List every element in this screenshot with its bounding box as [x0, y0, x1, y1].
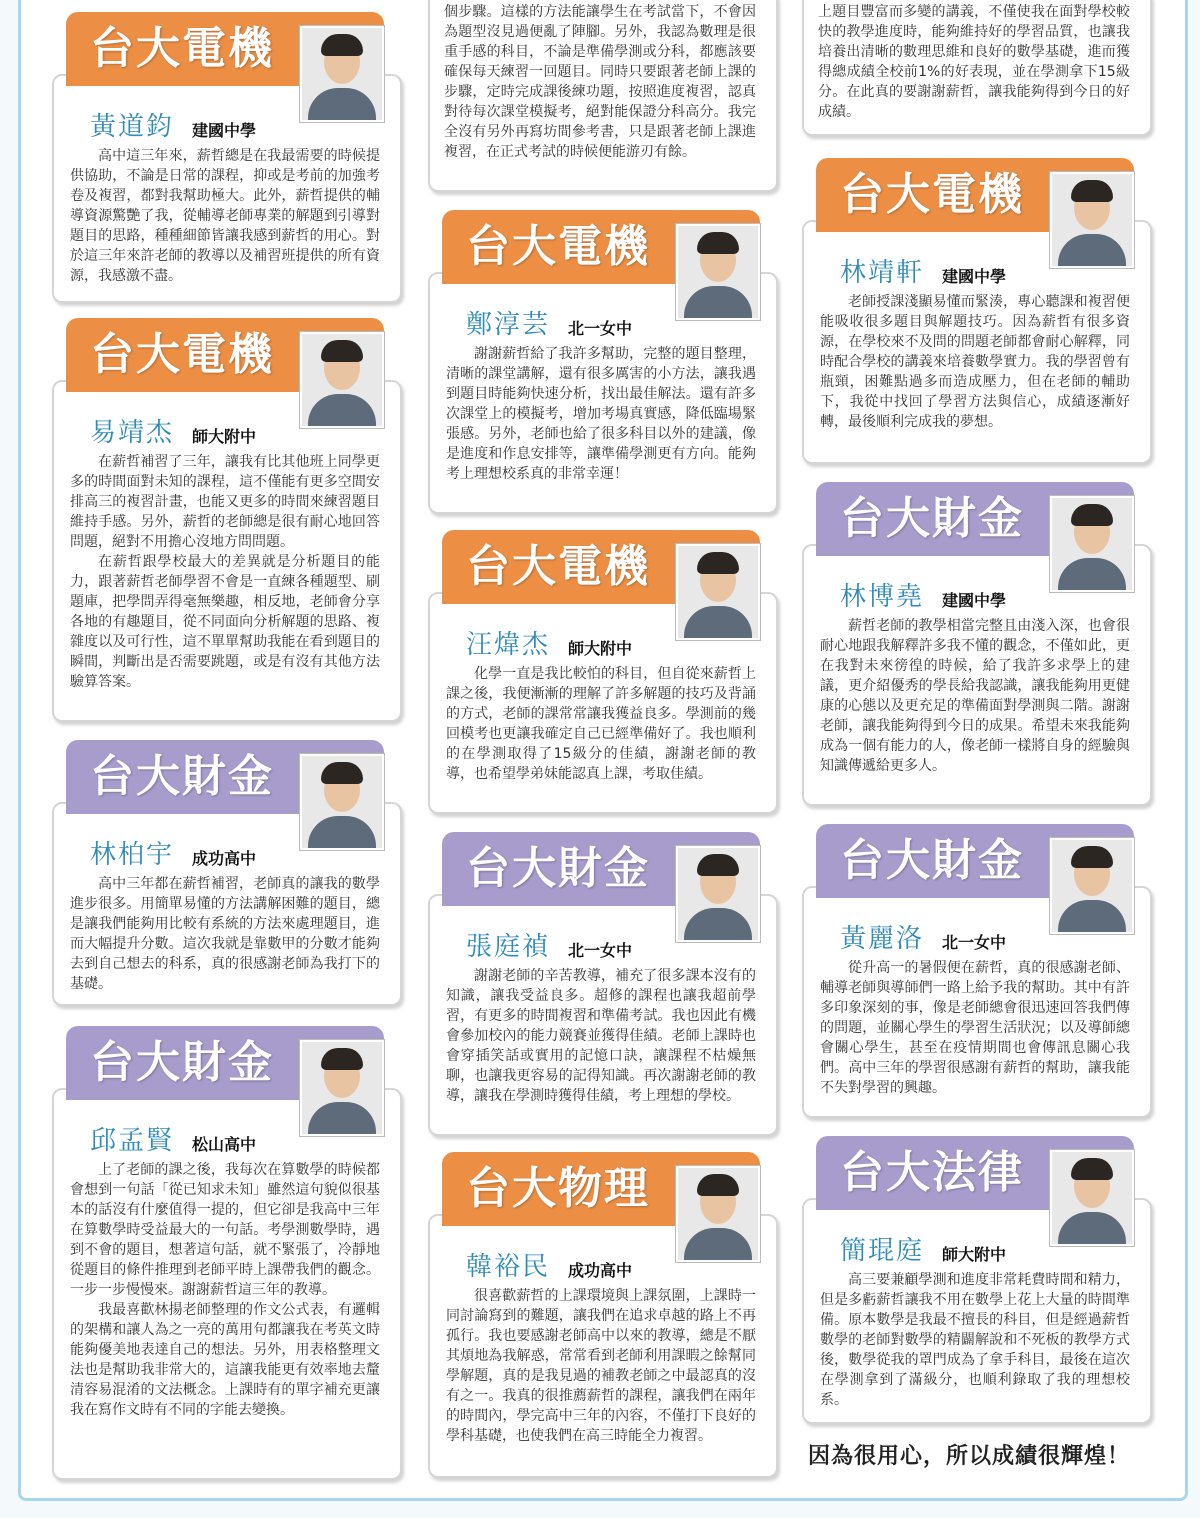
school-name: 建國中學 [942, 267, 1007, 286]
testimonial-paragraph: 我最喜歡林揚老師整理的作文公式表，有邏輯的架構和讓人為之一亮的萬用句都讓我在考英文時能夠優美地表達自己的想法。另外，用表格整理文法也是幫助我非常大的，這讓我能更有效率地去釐清容易混淆的文法概念。上課時有的單字補充更讓我在寫作文時有不同的字能去變換。 [70, 1302, 380, 1418]
school-name: 北一女中 [568, 319, 633, 338]
student-name: 黃道鈞 [90, 112, 175, 142]
student-photo [676, 1166, 760, 1262]
testimonial-paragraph: 高中三年都在薪哲補習，老師真的讓我的數學進步很多。用簡單易懂的方法講解困難的題目，總是讓我們能夠用比較有系統的方法來處理題目，進而大幅提升分數。這次我就是靠數甲的分數才能夠去到自己想去的科系，真的很感謝老師為我打下的基礎。 [70, 876, 380, 992]
testimonial-text [446, 966, 756, 1122]
department-banner: 台大電機 [66, 318, 384, 392]
testimonial-paragraph: 謝謝薪哲給了我許多幫助，完整的題目整理，清晰的課堂講解，還有很多厲害的小方法，讓我遇到題目時能夠快速分析，找出最佳解法。還有許多次課堂上的模擬考，增加考場真實感，降低臨場緊張感。另外，老師也給了很多科目以外的建議，像是進度和作息安排等，讓準備學測更有方向。能夠考上理想校系真的非常幸運！ [446, 346, 756, 482]
student-photo [1050, 1150, 1134, 1246]
student-photo [1050, 838, 1134, 934]
student-photo [300, 26, 384, 122]
testimonial-paragraph: 高三要兼顧學測和進度非常耗費時間和精力，但是多虧薪哲讓我不用在數學上花上大量的時間準備。原本數學是我最不擅長的科目，但是經過薪哲數學的老師對數學的精闢解說和不死板的教學方式後，數學從我的罩門成為了拿手科目，最後在這次在學測拿到了滿級分，也順利錄取了我的理想校系。 [820, 1272, 1130, 1408]
school-name: 北一女中 [568, 941, 633, 960]
school-name: 建國中學 [192, 121, 257, 140]
testimonial-text [70, 874, 380, 992]
testimonial-paragraph: 很喜歡薪哲的上課環境與上課氛圍，上課時一同討論寫到的難題，讓我們在追求卓越的路上不再孤行。我也要感謝老師高中以來的教導，總是不厭其煩地為我解惑，常常看到老師利用課暇之餘幫同學解題，真的是我見過的補教老師之中最認真的沒有之一。我真的很推薦薪哲的課程，讓我們在兩年的時間內，學完高中三年的內容，不僅打下良好的學科基礎，也使我們在高三時能全力複習。 [446, 1288, 756, 1444]
student-name: 簡琨庭 [840, 1236, 925, 1266]
testimonial-paragraph: 上了老師的課之後，我每次在算數學的時候都會想到一句話「從已知求未知」雖然這句貌似很基本的話沒有什麼值得一提的，但它卻是我高中三年在算數學時受益最大的一句話。考學測數學時，遇到不會的題目，想著這句話，就不緊張了，冷靜地從題目的條件推理到老師平時上課帶我們的觀念。一步一步慢慢來。謝謝薪哲這三年的教導。 [70, 1162, 380, 1298]
testimonial-paragraph: 從升高一的暑假便在薪哲，真的很感謝老師、輔導老師與導師們一路上給予我的幫助。其中有許多印象深刻的事，像是老師總會很迅速回答我們傳的問題，並關心學生的學習生活狀況；以及導師總會關心學生，甚至在疫情期間也會傳訊息關心我們。高中三年的學習很感謝有薪哲的幫助，讓我能不失對學習的興趣。 [820, 960, 1130, 1096]
student-name: 易靖杰 [90, 418, 175, 448]
school-name: 松山高中 [192, 1135, 257, 1154]
student-name: 林柏宇 [90, 840, 175, 870]
school-name: 成功高中 [568, 1261, 633, 1280]
testimonial-text [446, 664, 756, 800]
student-photo [300, 754, 384, 850]
testimonial-paragraph: 在薪哲跟學校最大的差異就是分析題目的能力，跟著薪哲老師學習不會是一直練各種題型、刷題庫，把學問弄得毫無樂趣，相反地，老師會分享各地的有趣題目，從不同面向分析解題的思路、複雜度以及可行性，這不單單幫助我能在看到題目的瞬間，判斷出是否需要跳題，或是有沒有其他方法驗算答案。 [70, 554, 380, 690]
student-photo [1050, 172, 1134, 268]
testimonial-paragraph: 薪哲老師的教學相當完整且由淺入深，也會很耐心地跟我解釋許多我不懂的觀念，不僅如此，更在我對未來徬徨的時候，給了我許多求學上的建議，更介紹優秀的學長給我認識，讓我能夠用更健康的心態以及更充足的準備面對學測與二階。謝謝老師，讓我能夠得到今日的成果。希望未來我能夠成為一個有能力的人，像老師一樣將自身的經驗與知識傳遞給更多人。 [820, 618, 1130, 774]
student-photo [300, 332, 384, 428]
testimonial-text [820, 1270, 1130, 1410]
testimonial-paragraph: 在薪哲補習了三年，讓我有比其他班上同學更多的時間面對未知的課程，這不僅能有更多空間安排高三的複習計畫，也能又更多的時間來練習題目維持手感。另外，薪哲的老師總是很有耐心地回答問題，絕對不用擔心沒地方問問題。 [70, 454, 380, 550]
student-photo [300, 1040, 384, 1136]
student-photo [1050, 496, 1134, 592]
department-banner: 台大電機 [442, 530, 760, 604]
department-banner: 台大電機 [816, 158, 1134, 232]
testimonial-paragraph: 化學一直是我比較怕的科目，但自從來薪哲上課之後，我便漸漸的理解了許多解題的技巧及背誦的方式，老師的課常常讓我獲益良多。學測前的幾回模考也更讓我確定自己已經準備好了。我也順利的在學測取得了15級分的佳績，謝謝老師的教導，也希望學弟妹能認真上課，考取佳績。 [446, 666, 756, 782]
testimonial-paragraph: 老師授課淺顯易懂而緊湊，專心聽課和複習便能吸收很多題目與解題技巧。因為薪哲有很多資源，在學校來不及問的問題老師都會耐心解釋，同時配合學校的講義來培養數學實力。我的學習曾有瓶頸，困難點過多而造成壓力，但在老師的輔助下，我從中找回了學習方法與信心，成績逐漸好轉，最後順利完成我的夢想。 [820, 294, 1130, 430]
testimonial-text [820, 292, 1130, 450]
student-name: 邱孟賢 [90, 1126, 175, 1156]
department-banner: 台大物理 [442, 1152, 760, 1226]
department-banner: 台大財金 [442, 832, 760, 906]
student-name: 張庭禎 [466, 932, 551, 962]
testimonial-text [70, 452, 380, 708]
student-name: 汪煒杰 [466, 630, 551, 660]
testimonial-text [820, 958, 1130, 1104]
student-name: 林博堯 [840, 582, 925, 612]
school-name: 師大附中 [568, 639, 633, 658]
department-banner: 台大電機 [442, 210, 760, 284]
school-name: 師大附中 [192, 427, 257, 446]
testimonial-text [70, 146, 380, 289]
department-banner: 台大財金 [66, 740, 384, 814]
testimonial-text [820, 616, 1130, 792]
testimonial-paragraph: 高中這三年來，薪哲總是在我最需要的時候提供協助，不論是日常的課程，抑或是考前的加強考卷及複習，都對我幫助極大。此外，薪哲提供的輔導資源驚艷了我，從輔導老師專業的解題到引導對題目的思路，種種細節皆讓我感到薪哲的用心。對於這三年來許老師的教導以及補習班提供的所有資源，我感激不盡。 [70, 148, 380, 284]
student-photo [676, 544, 760, 640]
school-name: 師大附中 [942, 1245, 1007, 1264]
department-banner: 台大法律 [816, 1136, 1134, 1210]
department-banner: 台大電機 [66, 12, 384, 86]
testimonial-text-continued: 個步驟。這樣的方法能讓學生在考試當下，不會因為題型沒見過便亂了陣腳。另外，我認為數理是很重手感的科目，不論是準備學測或分科，都應該要確保每天練習一回題目。同時只要跟著老師上課的步驟，定時完成課後練功題，按照進度複習，認真對待每次課堂模擬考，絕對能保證分科高分。我完全沒有另外再寫坊間參考書，只是跟著老師上課進複習，在正式考試的時候便能游刃有餘。 [444, 4, 756, 160]
student-name: 黃麗洛 [840, 924, 925, 954]
school-name: 建國中學 [942, 591, 1007, 610]
testimonial-paragraph: 謝謝老師的辛苦教導，補充了很多課本沒有的知識，讓我受益良多。超修的課程也讓我超前學習，有更多的時間複習和準備考試。我也因此有機會參加校內的能力競賽並獲得佳績。老師上課時也會穿插笑話或實用的記憶口訣，讓課程不枯燥無聊，也讓我更容易的記得知識。再次謝謝老師的教導，讓我在學測時獲得佳績，考上理想的學校。 [446, 968, 756, 1104]
department-banner: 台大財金 [816, 824, 1134, 898]
school-name: 成功高中 [192, 849, 257, 868]
student-photo [676, 224, 760, 320]
testimonial-text [446, 344, 756, 500]
student-name: 林靖軒 [840, 258, 925, 288]
tagline: 因為很用心，所以成績很輝煌！ [808, 1443, 1131, 1469]
student-name: 鄭淳芸 [466, 310, 551, 340]
testimonial-text [70, 1160, 380, 1466]
school-name: 北一女中 [942, 933, 1007, 952]
testimonial-text [446, 1286, 756, 1464]
testimonial-text-continued: 上題目豐富而多變的講義，不僅使我在面對學校較快的教學進度時，能夠維持好的學習品質，也讓我培養出清晰的數理思維和良好的數學基礎，進而獲得總成績全校前1%的好表現，並在學測拿下15級分。在此真的要謝謝薪哲，讓我能夠得到今日的好成績。 [818, 4, 1130, 120]
student-name: 韓裕民 [466, 1252, 551, 1282]
department-banner: 台大財金 [816, 482, 1134, 556]
student-photo [676, 846, 760, 942]
department-banner: 台大財金 [66, 1026, 384, 1100]
